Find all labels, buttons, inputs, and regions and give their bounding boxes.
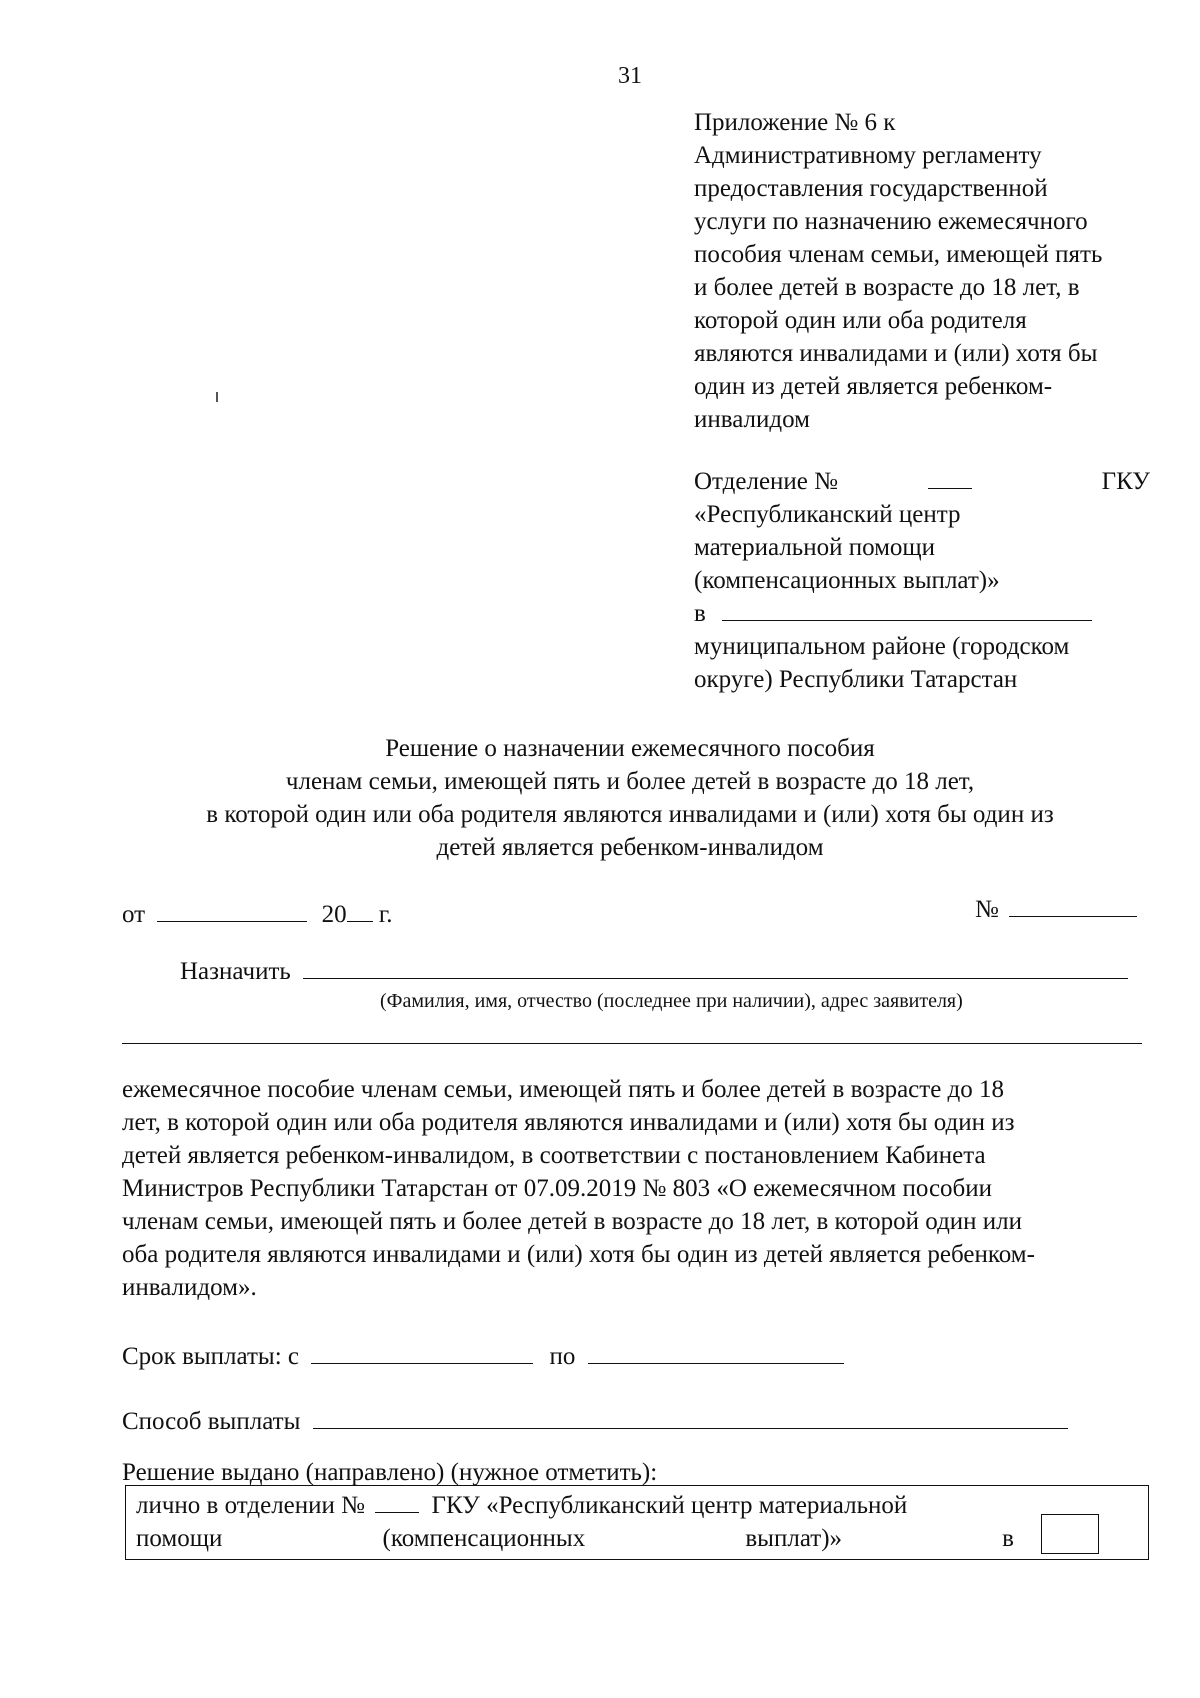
appendix-line: инвалидом bbox=[694, 406, 810, 433]
department-org-label: ГКУ bbox=[1101, 468, 1150, 495]
issue-option-line: помощи (компенсационных выплат)» в bbox=[136, 1525, 1014, 1552]
appendix-line: которой один или оба родителя bbox=[694, 307, 1027, 334]
district-field[interactable] bbox=[722, 602, 1092, 621]
applicant-field-continuation[interactable] bbox=[122, 1043, 1142, 1044]
department-line: (компенсационных выплат)» bbox=[694, 567, 1000, 594]
decision-body bbox=[122, 1073, 1152, 1304]
issued-label: Решение выдано (направлено) (нужное отметить): bbox=[122, 1459, 658, 1486]
department-line: округе) Республики Татарстан bbox=[694, 666, 1018, 693]
scan-mark bbox=[216, 392, 218, 402]
body-line: лет, в которой один или оба родителя являются инвалидами и (или) хотя бы один из bbox=[122, 1109, 1015, 1136]
appendix-line: Административному регламенту bbox=[694, 142, 1042, 169]
title-line: детей является ребенком-инвалидом bbox=[436, 834, 824, 861]
assign-label: Назначить bbox=[180, 958, 291, 985]
issue-department-number-field[interactable] bbox=[375, 1492, 419, 1513]
payment-period-row bbox=[122, 1340, 844, 1373]
body-line: Министров Республики Татарстан от 07.09.2019 № 803 «О ежемесячном пособии bbox=[122, 1175, 993, 1202]
year-suffix: г. bbox=[378, 901, 393, 928]
body-line: членам семьи, имеющей пять и более детей в возрасте до 18 лет, в которой один или bbox=[122, 1208, 1023, 1235]
decision-number-field[interactable] bbox=[1009, 896, 1137, 917]
payment-method-field[interactable] bbox=[313, 1408, 1068, 1429]
appendix-line: предоставления государственной bbox=[694, 175, 1048, 202]
applicant-field[interactable] bbox=[303, 958, 1128, 979]
decision-number-row bbox=[975, 893, 1137, 926]
appendix-line: являются инвалидами и (или) хотя бы bbox=[694, 340, 1098, 367]
year-field[interactable] bbox=[347, 901, 373, 922]
title-line: в которой один или оба родителя являются инвалидами и (или) хотя бы один из bbox=[206, 801, 1054, 828]
assign-row bbox=[180, 955, 1128, 988]
payment-method-row bbox=[122, 1405, 1068, 1438]
department-label: Отделение № bbox=[694, 468, 838, 495]
issue-option-checkbox[interactable] bbox=[1041, 1514, 1099, 1554]
payment-method-label: Способ выплаты bbox=[122, 1408, 301, 1435]
body-line: детей является ребенком-инвалидом, в соответствии с постановлением Кабинета bbox=[122, 1142, 986, 1169]
date-field[interactable] bbox=[157, 901, 307, 922]
issue-option-line bbox=[136, 1489, 1014, 1522]
department-number-line bbox=[694, 465, 1150, 498]
department-block bbox=[694, 465, 1150, 696]
body-line: ежемесячное пособие членам семьи, имеющей пять и более детей в возрасте до 18 bbox=[122, 1076, 1005, 1103]
district-line bbox=[694, 597, 1150, 630]
appendix-line: пособия членам семьи, имеющей пять bbox=[694, 241, 1103, 268]
appendix-line: услуги по назначению ежемесячного bbox=[694, 208, 1088, 235]
issue-option-box bbox=[125, 1485, 1149, 1560]
appendix-line: один из детей является ребенком- bbox=[694, 373, 1053, 400]
applicant-hint: (Фамилия, имя, отчество (последнее при наличии), адрес заявителя) bbox=[380, 990, 963, 1012]
department-line: муниципальном районе (городском bbox=[694, 633, 1070, 660]
title-line: Решение о назначении ежемесячного пособия bbox=[385, 735, 875, 762]
payment-start-field[interactable] bbox=[311, 1343, 533, 1364]
district-prefix: в bbox=[694, 600, 706, 627]
decision-number-label: № bbox=[975, 896, 999, 923]
title-line: членам семьи, имеющей пять и более детей в возрасте до 18 лет, bbox=[285, 768, 975, 795]
department-number-field[interactable] bbox=[928, 470, 972, 489]
year-prefix: 20 bbox=[321, 901, 347, 928]
issue-option-prefix: лично в отделении № bbox=[136, 1492, 366, 1519]
appendix-line: Приложение № 6 к bbox=[694, 109, 896, 136]
payment-end-field[interactable] bbox=[588, 1343, 844, 1364]
body-line: инвалидом». bbox=[122, 1274, 257, 1301]
document-title bbox=[150, 732, 1110, 864]
department-line: «Республиканский центр bbox=[694, 501, 961, 528]
payment-period-to-label: по bbox=[549, 1343, 576, 1370]
appendix-heading bbox=[694, 106, 1150, 436]
date-row bbox=[122, 898, 393, 931]
date-from-label: от bbox=[122, 901, 146, 928]
appendix-line: и более детей в возрасте до 18 лет, в bbox=[694, 274, 1080, 301]
payment-period-label: Срок выплаты: с bbox=[122, 1343, 299, 1370]
body-line: оба родителя являются инвалидами и (или) хотя бы один из детей является ребенком- bbox=[122, 1241, 1035, 1268]
department-line: материальной помощи bbox=[694, 534, 936, 561]
issue-option-suffix: ГКУ «Республиканский центр материальной bbox=[431, 1492, 908, 1519]
page-number: 31 bbox=[618, 63, 642, 89]
issue-option-text bbox=[136, 1489, 1014, 1555]
